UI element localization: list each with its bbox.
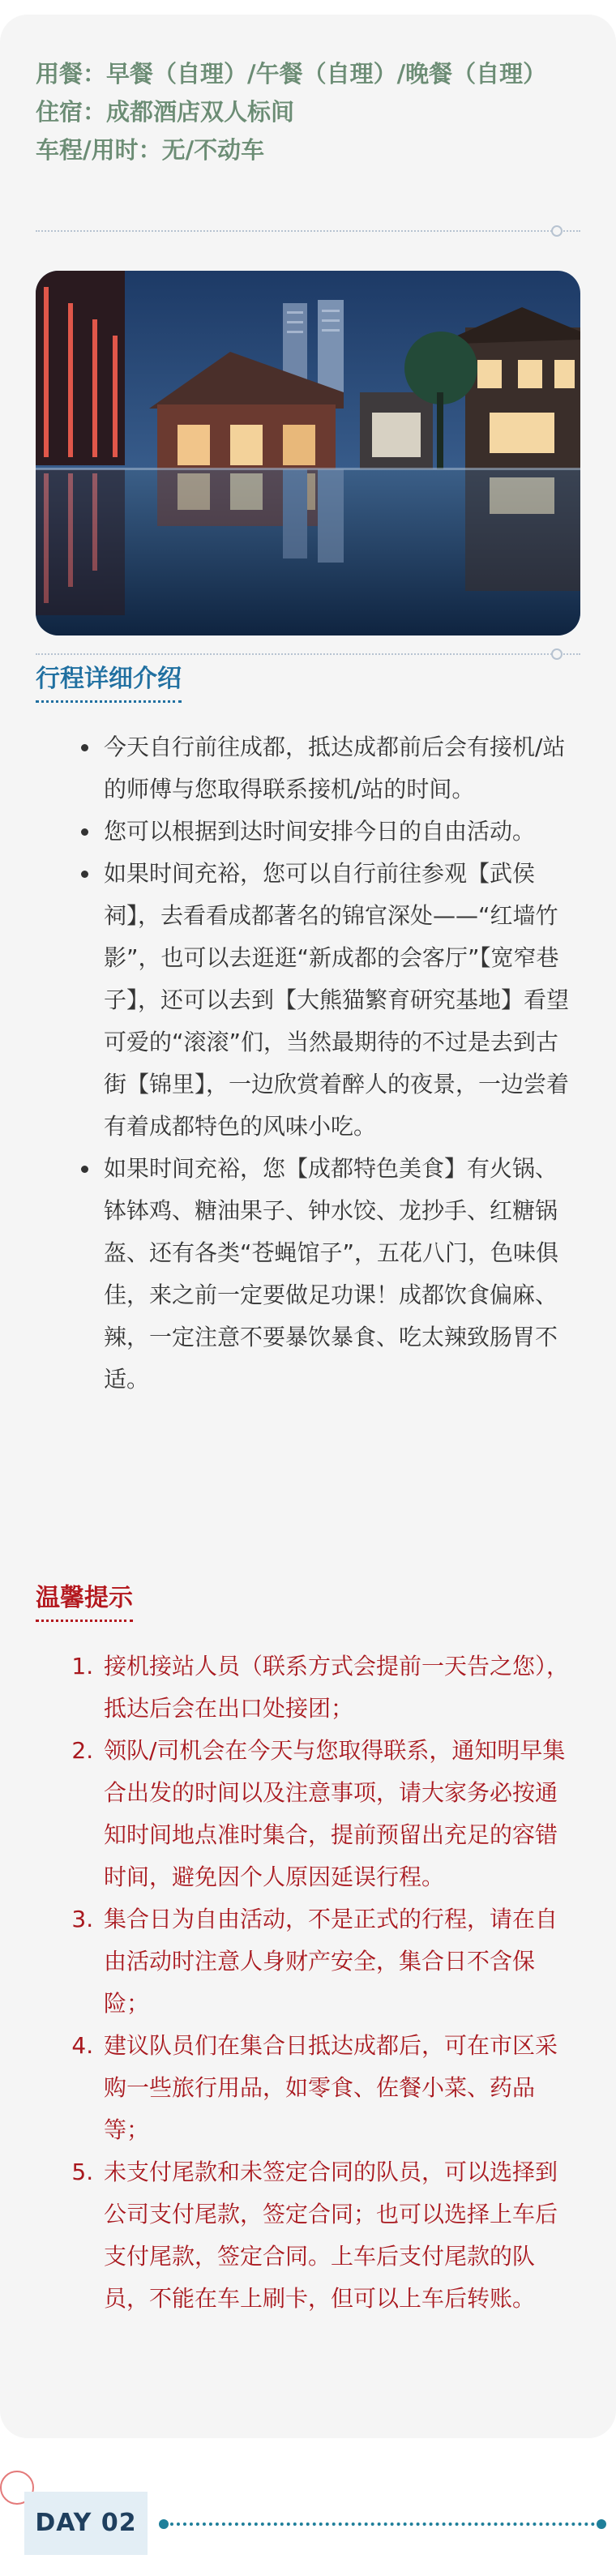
timeline-end-dot-icon [597,2519,606,2529]
divider-top [36,230,580,232]
day-card [0,15,616,2438]
dotted-timeline [164,2523,601,2526]
divider-mid [36,653,580,655]
itinerary-list [36,726,577,1401]
list-item: 3. 集合日为自由活动，不是正式的行程，请在自由活动时注意人身财产安全，集合日不含保险； [101,1898,577,2025]
trip-meta [36,55,580,169]
kuanzhai-alley-night-photo [36,271,580,635]
transport-info: 车程/用时：无/不动车 [36,136,265,164]
day-label: DAY 02 [24,2492,148,2555]
lodging-info: 住宿：成都酒店双人标间 [36,98,295,126]
divider-dot-icon [551,225,563,237]
tips-title: 温馨提示 [36,1582,133,1622]
tips-list [36,1645,577,2320]
meals-info: 用餐：早餐（自理）/午餐（自理）/晚餐（自理） [36,60,547,88]
itinerary-title: 行程详细介绍 [36,663,182,703]
divider-dot-icon [551,648,563,660]
list-item: • 如果时间充裕，您【成都特色美食】有火锅、钵钵鸡、糖油果子、钟水饺、龙抄手、红糖锅盔、还有各类“苍蝇馆子”，五花八门，色味俱佳，来之前一定要做足功课！成都饮食偏麻、辣，一定注意不要暴饮暴食、吃太辣致肠胃不适。 [101,1148,577,1401]
list-item: • 今天自行前往成都，抵达成都前后会有接机/站的师傅与您取得联系接机/站的时间。 [101,726,577,811]
list-item: 1. 接机接站人员（联系方式会提前一天告之您），抵达后会在出口处接团； [101,1645,577,1730]
list-item: • 您可以根据到达时间安排今日的自由活动。 [101,811,577,853]
list-item: 2. 领队/司机会在今天与您取得联系，通知明早集合出发的时间以及注意事项，请大家务必按通知时间地点准时集合，提前预留出充足的容错时间，避免因个人原因延误行程。 [101,1730,577,1898]
list-item: 5. 未支付尾款和未签定合同的队员，可以选择到公司支付尾款，签定合同；也可以选择上车后支付尾款，签定合同。上车后支付尾款的队员，不能在车上刷卡，但可以上车后转账。 [101,2151,577,2320]
list-item: • 如果时间充裕，您可以自行前往参观【武侯祠】，去看看成都著名的锦官深处——“红墙竹影”，也可以去逛逛“新成都的会客厅”【宽窄巷子】，还可以去到【大熊猫繁育研究基地】看望可爱的“滚滚”们，当然最期待的不过是去到古街【锦里】，一边欣赏着醉人的夜景，一边尝着有着成都特色的风味小吃。 [101,853,577,1148]
timeline-start-dot-icon [159,2519,169,2529]
list-item: 4. 建议队员们在集合日抵达成都后，可在市区采购一些旅行用品，如零食、佐餐小菜、药品等； [101,2025,577,2151]
